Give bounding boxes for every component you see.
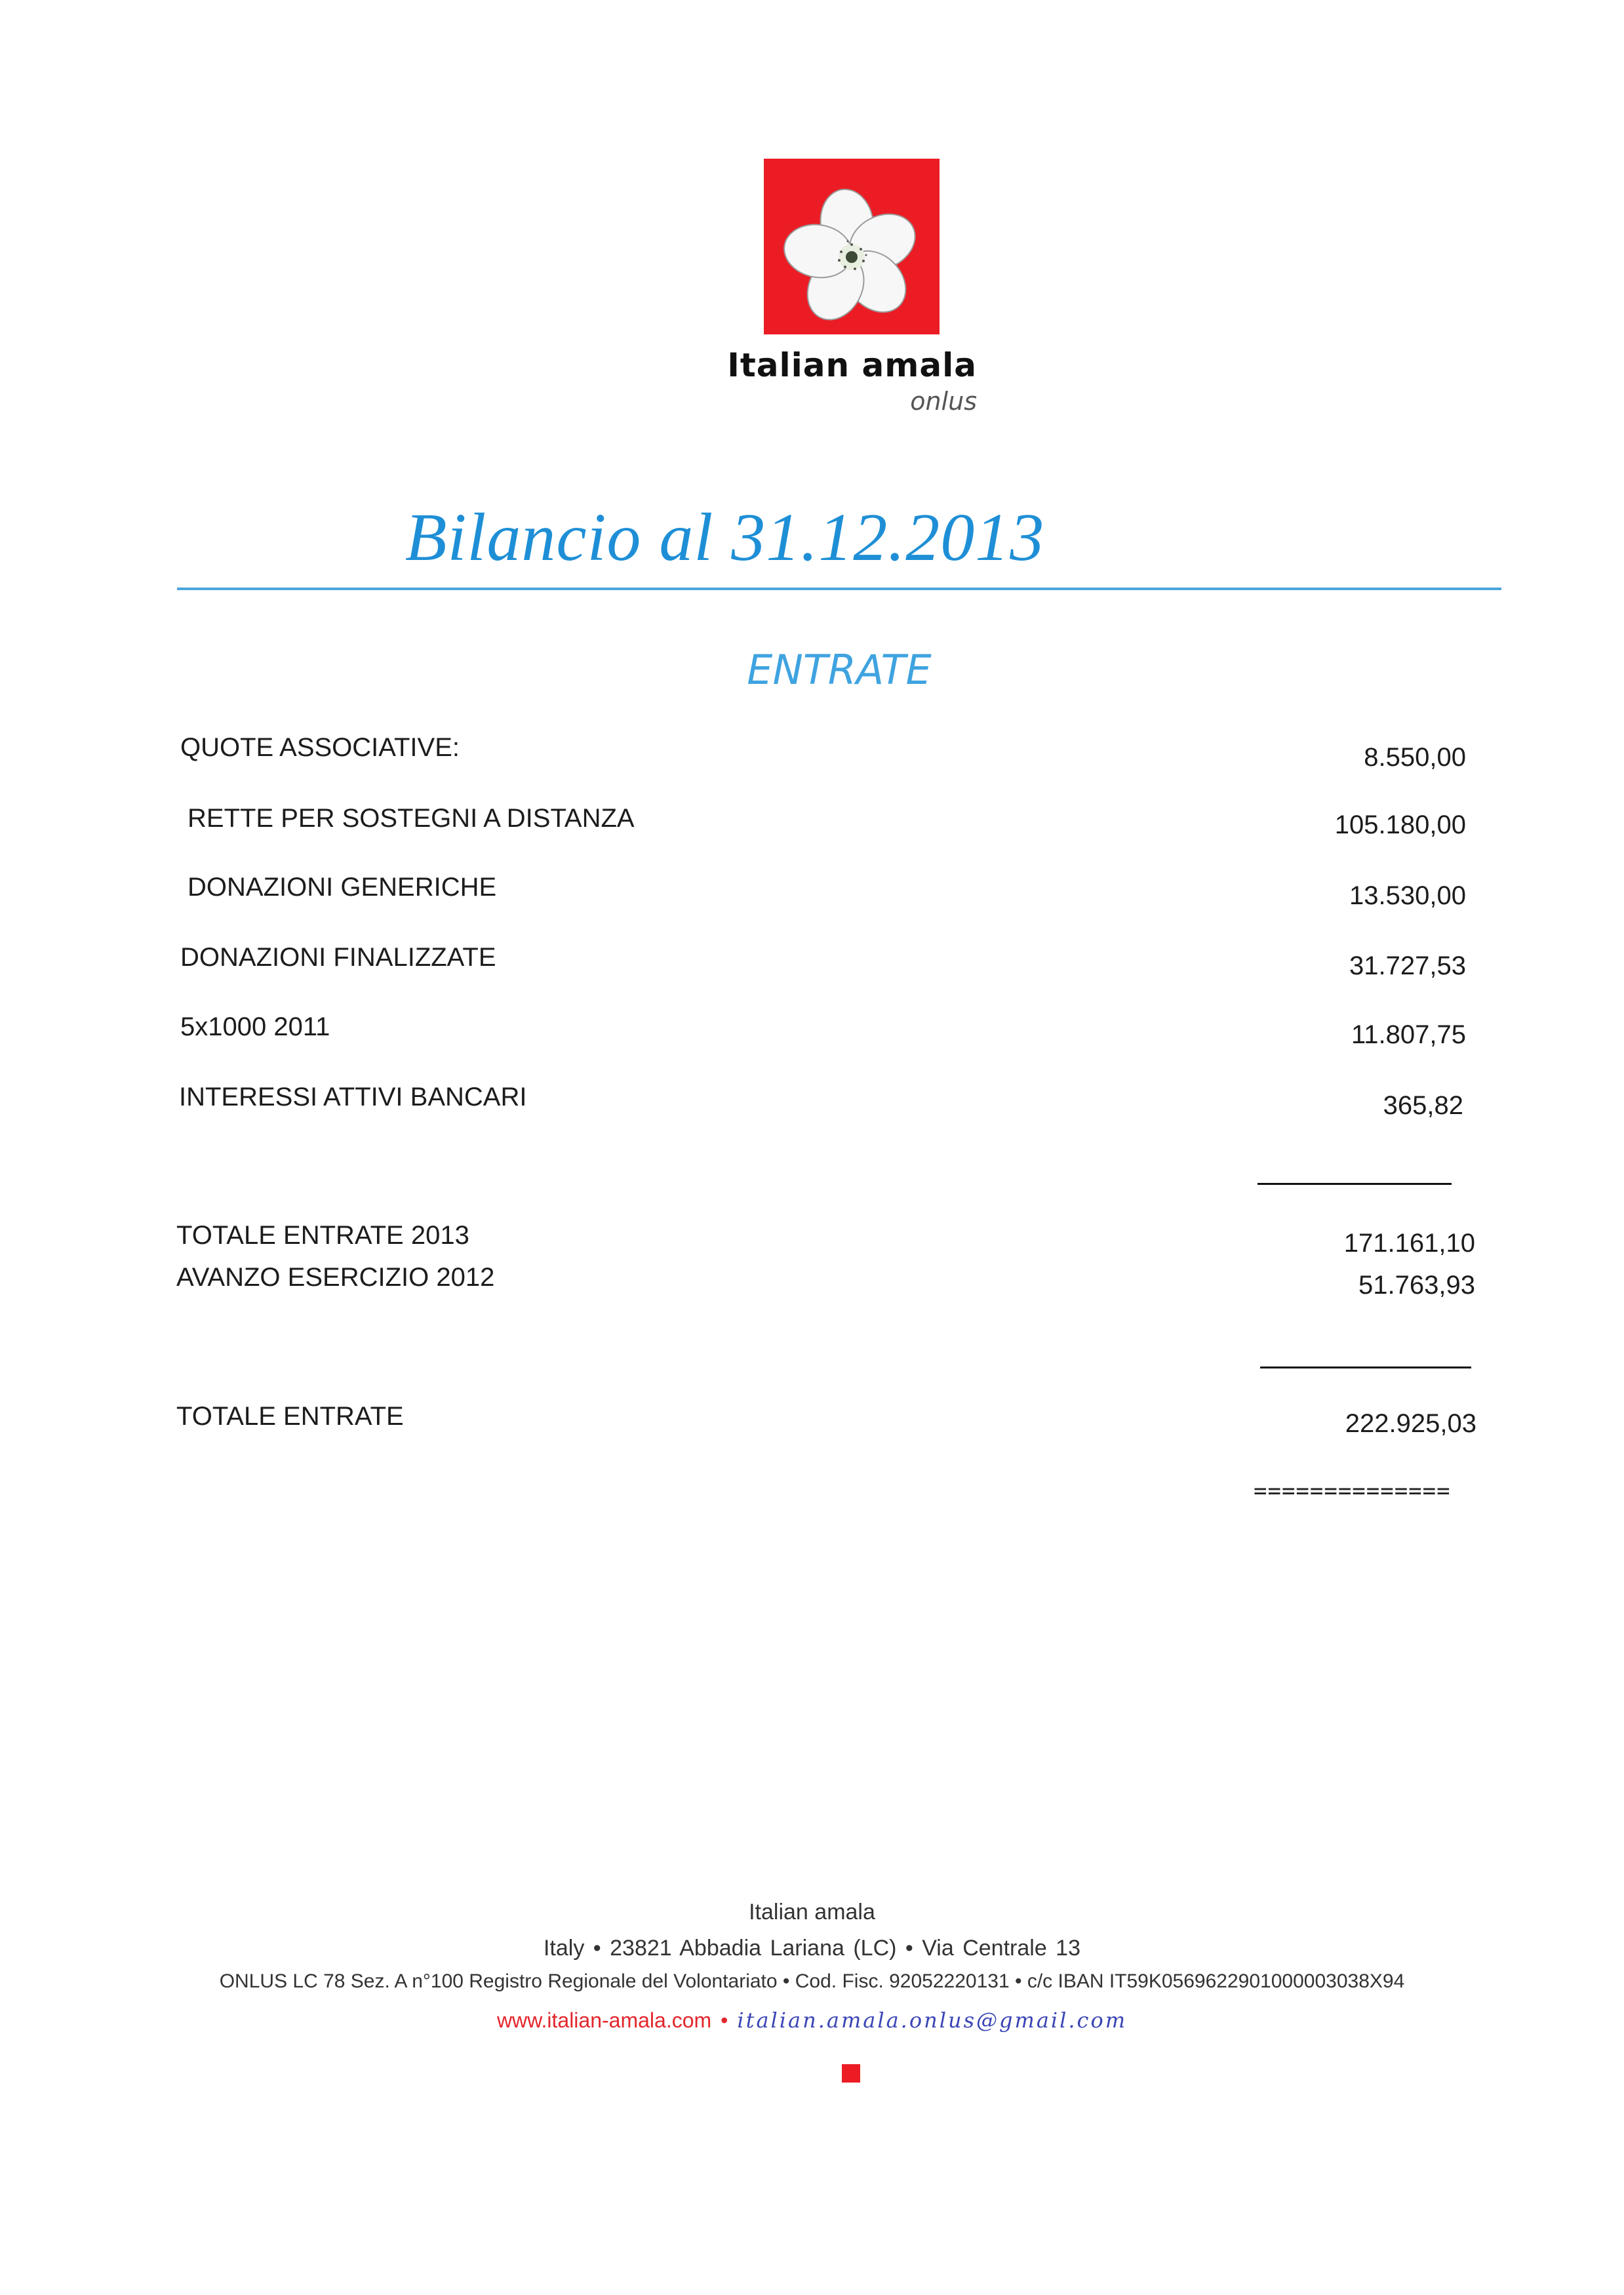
- subtotal-label: AVANZO ESERCIZIO 2012: [176, 1263, 495, 1292]
- sum-line: [1258, 1183, 1452, 1185]
- logo: [764, 159, 940, 334]
- subtotal-value: 51.763,93: [1358, 1271, 1475, 1300]
- entry-label: DONAZIONI GENERICHE: [188, 873, 497, 902]
- red-square-icon: [842, 2064, 860, 2083]
- entry-label: QUOTE ASSOCIATIVE:: [180, 733, 460, 762]
- organization-name: Italian amala: [727, 346, 977, 384]
- footer-registration: ONLUS LC 78 Sez. A n°100 Registro Regionale del Volontariato • Cod. Fisc. 92052220131 • c/c IBAN IT59K0569622901000003038X94: [219, 1970, 1405, 1992]
- section-heading: ENTRATE: [747, 646, 932, 694]
- subtotal-label: TOTALE ENTRATE 2013: [176, 1221, 469, 1250]
- entry-label: RETTE PER SOSTEGNI A DISTANZA: [188, 804, 635, 833]
- separator-dot: •: [721, 2008, 728, 2032]
- entry-label: 5x1000 2011: [180, 1012, 330, 1041]
- double-underline: ==============: [1254, 1478, 1451, 1504]
- entry-value: 365,82: [1383, 1091, 1463, 1120]
- sum-line: [1260, 1367, 1471, 1368]
- entry-value: 13.530,00: [1349, 881, 1466, 910]
- entry-label: DONAZIONI FINALIZZATE: [180, 943, 496, 972]
- footer-contact: [0, 2008, 1624, 2033]
- footer-address: Italy • 23821 Abbadia Lariana (LC) • Via Centrale 13: [543, 1936, 1080, 1961]
- subtotal-value: 171.161,10: [1343, 1229, 1475, 1258]
- entry-value: 31.727,53: [1349, 951, 1466, 980]
- handwritten-email: italian.amala.onlus@gmail.com: [737, 2008, 1128, 2033]
- organization-subtitle: onlus: [910, 387, 977, 416]
- footer-organization: Italian amala: [749, 1900, 875, 1925]
- website-link[interactable]: www.italian-amala.com: [496, 2008, 712, 2032]
- entry-value: 8.550,00: [1364, 743, 1466, 772]
- total-value: 222.925,03: [1345, 1409, 1476, 1438]
- flower-icon: [764, 159, 940, 334]
- entry-value: 11.807,75: [1351, 1020, 1466, 1049]
- document-title: Bilancio al 31.12.2013: [405, 500, 1045, 575]
- total-label: TOTALE ENTRATE: [176, 1402, 404, 1431]
- entry-value: 105.180,00: [1334, 810, 1466, 839]
- entry-label: INTERESSI ATTIVI BANCARI: [179, 1083, 527, 1111]
- title-underline: [177, 588, 1501, 590]
